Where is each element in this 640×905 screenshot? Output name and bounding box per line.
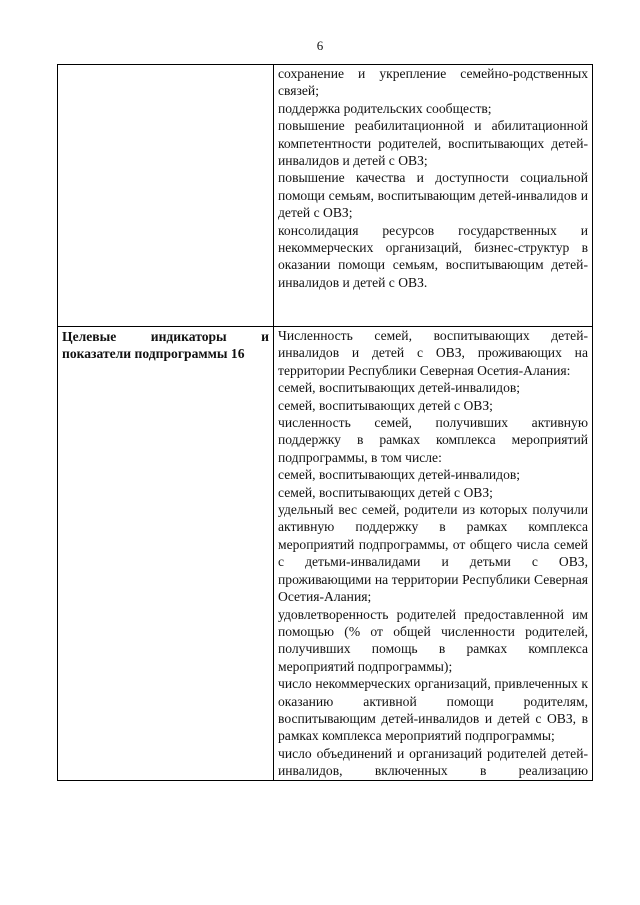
list-item: семей, воспитывающих детей-инвалидов; xyxy=(278,467,521,483)
row-label-cell xyxy=(58,65,274,327)
table-row xyxy=(58,327,593,781)
list-item: удельный вес семей, родители из которых получили активную поддержку в рамках комплекса мероприятий подпрограммы, от общего числа семей с детьми-инвалидами и детьми с ОВЗ, проживающими на территории Республики Северная Осетия-Алания; xyxy=(278,502,588,605)
row-label-cell xyxy=(58,327,274,781)
list-item: семей, воспитывающих детей с ОВЗ; xyxy=(278,484,493,500)
list-item: семей, воспитывающих детей-инвалидов; xyxy=(278,380,521,396)
list-item: число некоммерческих организаций, привлеченных к оказанию активной помощи родителям, воспитывающим детей-инвалидов и детей с ОВЗ, в рамках комплекса мероприятий подпрограммы; xyxy=(278,676,588,744)
subprogram-passport-table xyxy=(57,64,593,781)
list-item: сохранение и укрепление семейно-родственных связей; xyxy=(278,66,588,99)
table-row xyxy=(58,65,593,327)
list-item: удовлетворенность родителей предоставленной им помощью (% от общей численности родителей, получивших помощь в рамках комплекса мероприятий подпрограммы); xyxy=(278,606,588,674)
row-content-cell xyxy=(274,327,593,781)
list-item: семей, воспитывающих детей с ОВЗ; xyxy=(278,397,493,413)
list-item: поддержка родительских сообществ; xyxy=(278,100,492,116)
list-item: Численность семей, воспитывающих детей-инвалидов и детей с ОВЗ, проживающих на территории Республики Северная Осетия-Алания: xyxy=(278,328,588,378)
list-item: повышение качества и доступности социальной помощи семьям, воспитывающим детей-инвалидов и детей с ОВЗ; xyxy=(278,170,588,221)
list-item: число объединений и организаций родителей детей-инвалидов, включенных в реализацию xyxy=(278,745,588,779)
list-item: консолидация ресурсов государственных и некоммерческих организаций, бизнес-структур в оказании помощи семьям, воспитывающим детей-инвалидов и детей с ОВЗ. xyxy=(278,222,588,290)
list-item: повышение реабилитационной и абилитационной компетентности родителей, воспитывающих детей-инвалидов и детей с ОВЗ; xyxy=(278,118,588,169)
row-label: Целевые индикаторы и показатели подпрограммы 16 xyxy=(62,329,269,362)
page-number: 6 xyxy=(316,38,324,53)
row-content-cell xyxy=(274,65,593,327)
list-item: численность семей, получивших активную поддержку в рамках комплекса мероприятий подпрограммы, в том числе: xyxy=(278,415,588,465)
